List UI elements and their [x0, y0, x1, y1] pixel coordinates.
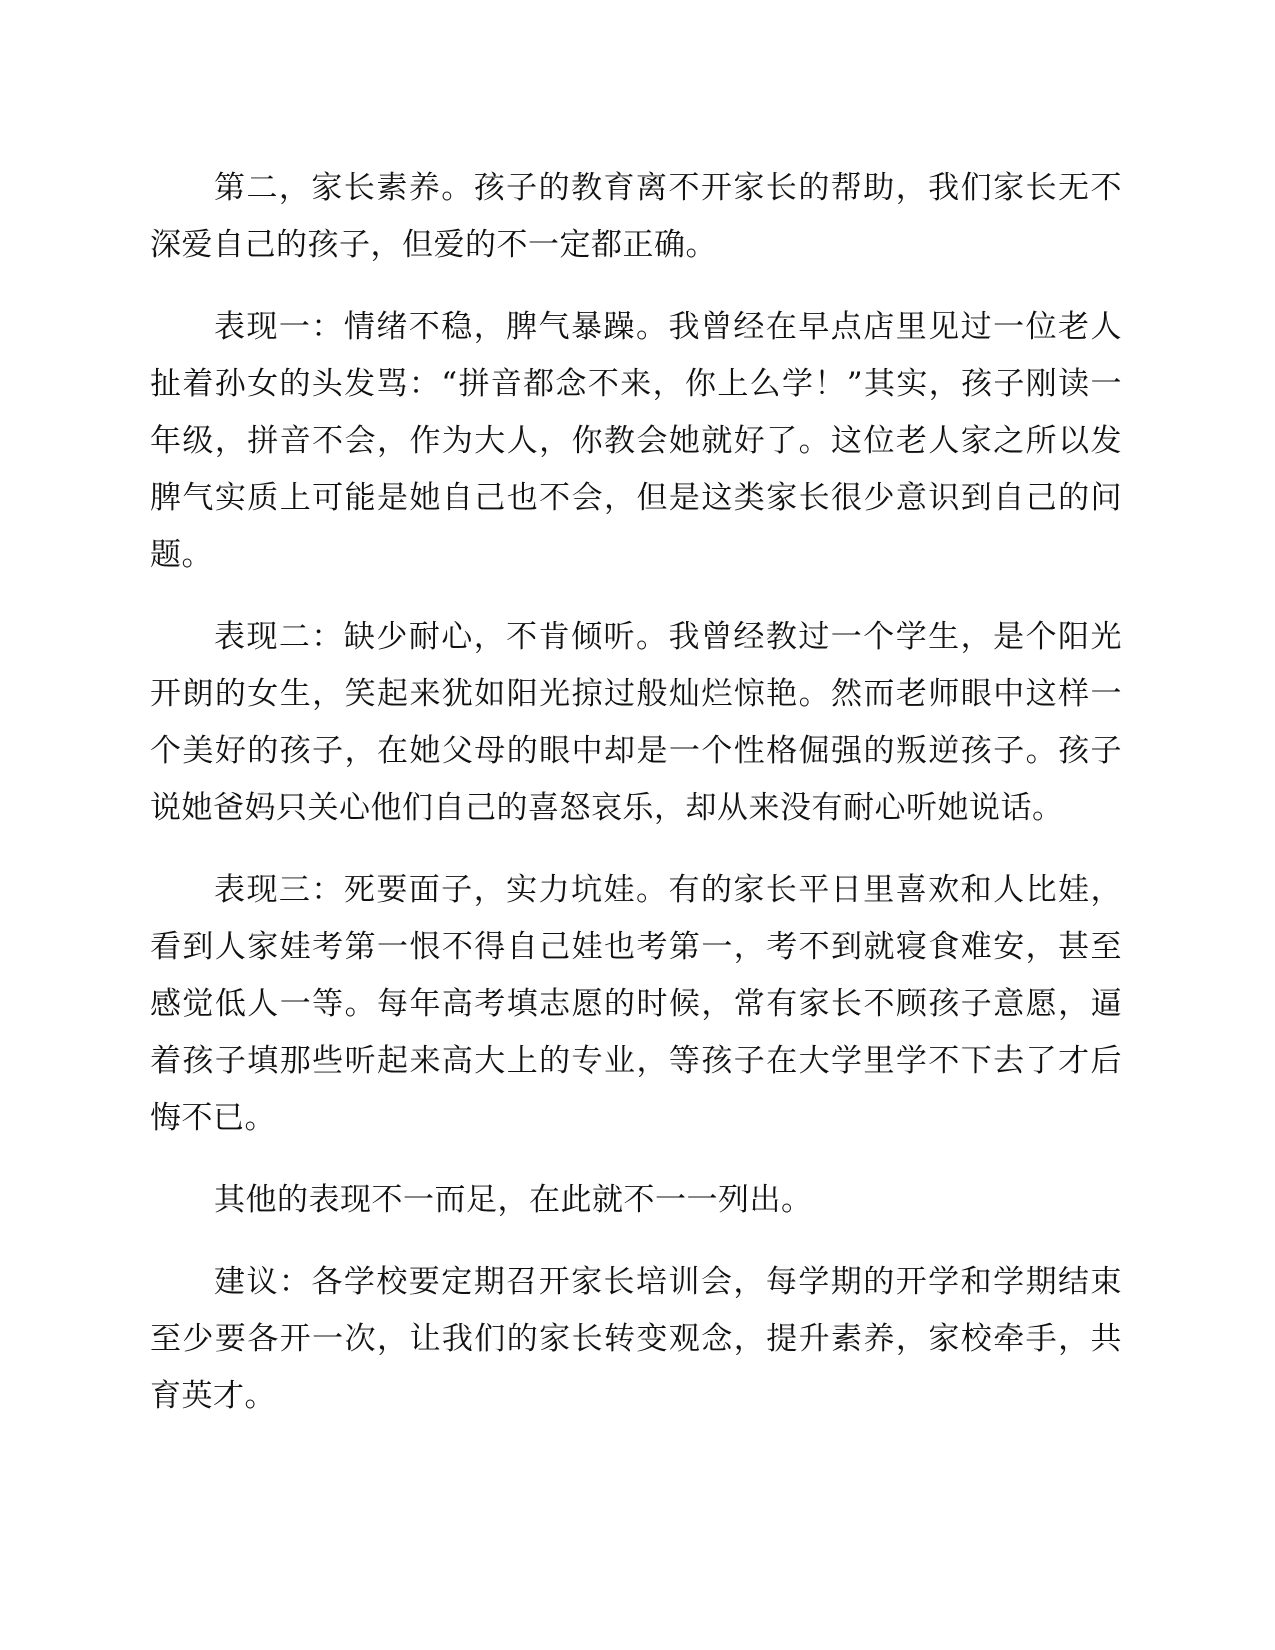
- paragraph-manifestation-one: 表现一：情绪不稳，脾气暴躁。我曾经在早点店里见过一位老人扯着孙女的头发骂：“拼音都念不来，你上么学！”其实，孩子刚读一年级，拼音不会，作为大人，你教会她就好了。这位老人家之所以发脾气实质上可能是她自己也不会，但是这类家长很少意识到自己的问题。: [150, 309, 1122, 573]
- document-body: [150, 160, 1122, 1450]
- paragraph-manifestation-two: 表现二：缺少耐心，不肯倾听。我曾经教过一个学生，是个阳光开朗的女生，笑起来犹如阳光掠过般灿烂惊艳。然而老师眼中这样一个美好的孩子，在她父母的眼中却是一个性格倔强的叛逆孩子。孩子说她爸妈只关心他们自己的喜怒哀乐，却从来没有耐心听她说话。: [150, 619, 1122, 826]
- paragraph-suggestion: 建议：各学校要定期召开家长培训会，每学期的开学和学期结束至少要各开一次，让我们的家长转变观念，提升素养，家校牵手，共育英才。: [150, 1264, 1122, 1414]
- paragraph-other-manifestations: 其他的表现不一而足，在此就不一一列出。: [214, 1182, 813, 1218]
- paragraph-parent-quality: 第二，家长素养。孩子的教育离不开家长的帮助，我们家长无不深爱自己的孩子，但爱的不一定都正确。: [150, 170, 1122, 263]
- paragraph-manifestation-three: 表现三：死要面子，实力坑娃。有的家长平日里喜欢和人比娃，看到人家娃考第一恨不得自己娃也考第一，考不到就寝食难安，甚至感觉低人一等。每年高考填志愿的时候，常有家长不顾孩子意愿，逼着孩子填那些听起来高大上的专业，等孩子在大学里学不下去了才后悔不已。: [150, 872, 1122, 1136]
